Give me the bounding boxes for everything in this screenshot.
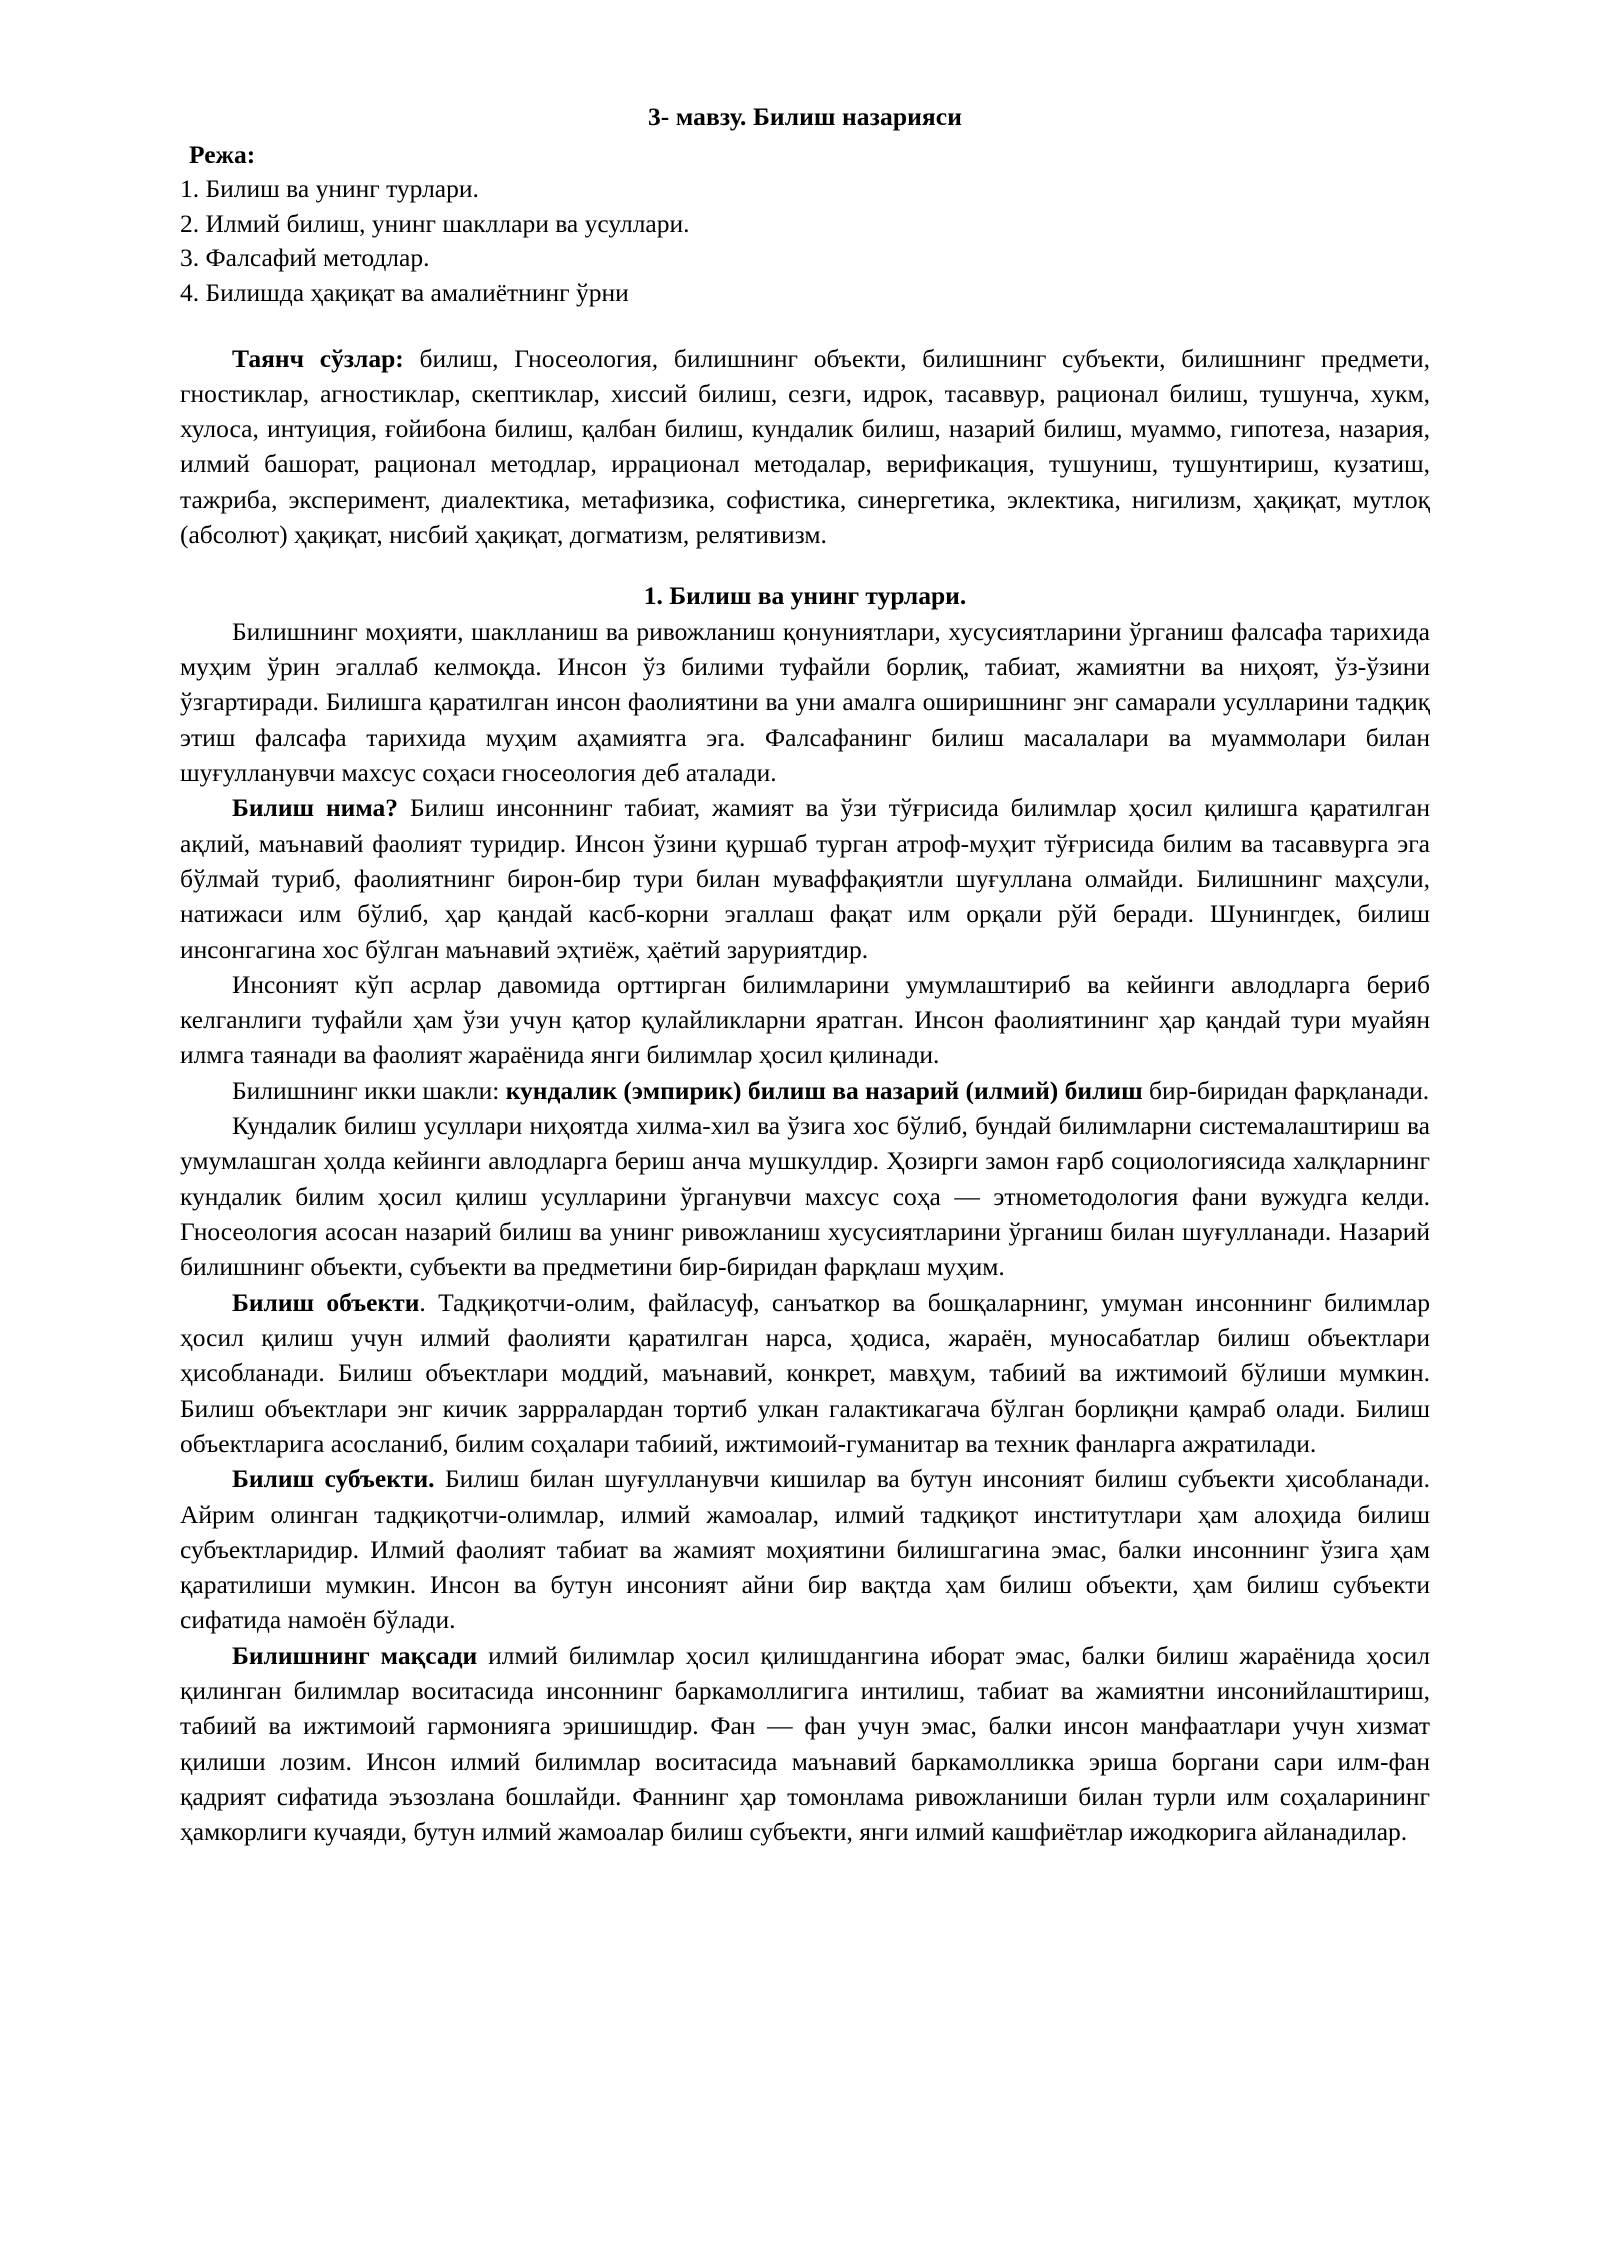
- keywords-label: Таянч сўзлар:: [232, 343, 404, 373]
- paragraph-subject: [180, 1461, 1430, 1638]
- paragraph-lead: Билиш объекти: [232, 1287, 420, 1317]
- paragraph-text-after: бир-биридан фарқланади.: [1142, 1075, 1430, 1105]
- keywords-text: билиш, Гносеология, билишнинг объекти, билишнинг субъекти, билишнинг предмети, гностиклар, агностиклар, скептиклар, хиссий билиш, сезги, идрок, тасаввур, рационал билиш, тушунча, хукм, хулоса, интуиция, ғойибона билиш, қалбан билиш, кундалик билиш, назарий билиш, муаммо, гипотеза, назария, илмий башорат, рационал методлар, иррационал методалар, верификация, тушуниш, тушунтириш, кузатиш, тажриба, эксперимент, диалектика, метафизика, софистика, синергетика, эклектика, нигилизм, ҳақиқат, мутлоқ (абсолют) ҳақиқат, нисбий ҳақиқат, догматизм, релятивизм.: [180, 343, 1430, 550]
- paragraph-object: [180, 1285, 1430, 1462]
- paragraph-two-forms: [180, 1073, 1430, 1108]
- paragraph-lead: Билиш нима?: [232, 793, 399, 823]
- paragraph-essence: [180, 614, 1430, 791]
- plan-item: 3. Фалсафий методлар.: [180, 243, 430, 273]
- paragraph-bold-terms: кундалик (эмпирик) билиш ва назарий (илмий) билиш: [505, 1075, 1143, 1105]
- plan-item: 2. Илмий билиш, унинг шакллари ва усуллари.: [180, 208, 690, 238]
- keywords-paragraph: [180, 341, 1430, 553]
- paragraph-lead: Билиш субъекти.: [232, 1464, 435, 1494]
- paragraph-text: Инсоният кўп асрлар давомида орттирган билимларини умумлаштириб ва кейинги авлодларга бериб келганлиги туфайли ҳам ўзи учун қатор қулайликларни яратган. Инсон фаолиятининг ҳар қандай тури муайян илмга таянади ва фаолият жараёнида янги билимлар ҳосил қилинади.: [180, 969, 1430, 1070]
- paragraph-lead: Билишнинг мақсади: [232, 1640, 478, 1670]
- paragraph-text: . Тадқиқотчи-олим, файласуф, санъаткор ва бошқаларнинг, умуман инсоннинг билимлар ҳосил қилиш учун илмий фаолияти қаратилган нарса, ҳодиса, жараён, муносабатлар билиш объектлари ҳисобланади. Билиш объектлари моддий, маънавий, конкрет, мавҳум, табиий ва ижтимоий бўлиши мумкин. Билиш объектлари энг кичик заррралардан тортиб улкан галактикагача бўлган борлиқни қамраб олади. Билиш объектларига асосланиб, билим соҳалари табиий, ижтимоий-гуманитар ва техник фанларга ажратилади.: [180, 1287, 1431, 1458]
- plan-list: [180, 172, 1430, 310]
- spacer: [180, 311, 1430, 341]
- plan-item: 4. Билишда ҳақиқат ва амалиётнинг ўрни: [180, 277, 629, 307]
- paragraph-everyday-knowledge: [180, 1108, 1430, 1285]
- plan-item: 1. Билиш ва унинг турлари.: [180, 174, 479, 204]
- paragraph-text: Кундалик билиш усуллари ниҳоятда хилма-хил ва ўзига хос бўлиб, бундай билимларни системалаштириш ва умумлашган ҳолда кейинги авлодларга бериш анча мушкулдир. Ҳозирги замон ғарб социологиясида халқларнинг кундалик билим ҳосил қилиш усулларини ўрганувчи махсус соҳа — этнометодология фани вужудга келди. Гносеология асосан назарий билиш ва унинг ривожланиш хусусиятларини ўрганиш билан шуғулланади. Назарий билишнинг объекти, субъекти ва предметини бир-биридан фарқлаш муҳим.: [180, 1111, 1430, 1282]
- spacer: [180, 552, 1430, 578]
- paragraph-text: илмий билимлар ҳосил қилишдангина иборат эмас, балки билиш жараёнида ҳосил қилинган билимлар воситасида инсоннинг баркамоллигига интилиш, табиат ва жамиятни инсонийлаштириш, табиий ва ижтимоий гармонияга эришишдир. Фан — фан учун эмас, балки инсон манфаатлари учун хизмат қилиши лозим. Инсон илмий билимлар воситасида маънавий баркамолликка эриша боргани сари илм-фан қадрият сифатида эъзозлана бошлайди. Фаннинг ҳар томонлама ривожланиши билан турли илм соҳаларининг ҳамкорлиги кучаяди, бутун илмий жамоалар билиш субъекти, янги илмий кашфиётлар ижодкорига айланадилар.: [180, 1640, 1430, 1847]
- paragraph-what-is-knowing: [180, 790, 1430, 967]
- page-title: 3- мавзу. Билиш назарияси: [647, 102, 963, 131]
- paragraph-text: Билишнинг моҳияти, шаклланиш ва ривожланиш қонуниятлари, хусусиятларини ўрганиш фалсафа тарихида муҳим ўрин эгаллаб келмоқда. Инсон ўз билими туфайли борлиқ, табиат, жамиятни ва ниҳоят, ўз-ўзини ўзгартиради. Билишга қаратилган инсон фаолиятини ва уни амалга оширишнинг энг самарали усулларини тадқиқ этиш фалсафа тарихида муҳим аҳамиятга эга. Фалсафанинг билиш масалалари ва муаммолари билан шуғулланувчи махсус соҳаси гносеология деб аталади.: [180, 616, 1430, 787]
- section-heading: 1. Билиш ва унинг турлари.: [643, 581, 967, 611]
- paragraph-purpose: [180, 1638, 1430, 1850]
- plan-label: Режа:: [189, 139, 256, 169]
- paragraph-humanity: [180, 967, 1430, 1073]
- paragraph-text: Билишнинг икки шакли:: [232, 1075, 506, 1105]
- paragraph-text: Билиш билан шуғулланувчи кишилар ва бутун инсоният билиш субъекти ҳисобланади. Айрим олинган тадқиқотчи-олимлар, илмий жамоалар, илмий тадқиқот институтлари ҳам алоҳида билиш субъектларидир. Илмий фаолият табиат ва жамият моҳиятини билишгагина эмас, балки инсоннинг ўзига ҳам қаратилиши мумкин. Инсон ва бутун инсоният айни бир вақтда ҳам билиш объекти, ҳам билиш субъекти сифатида намоён бўлади.: [180, 1464, 1430, 1635]
- paragraph-text: Билиш инсоннинг табиат, жамият ва ўзи тўғрисида билимлар ҳосил қилишга қаратилган ақлий, маънавий фаолият туридир. Инсон ўзини қуршаб турган атроф-муҳит тўғрисида билим ва тасаввурга эга бўлмай туриб, фаолиятнинг бирон-бир тури билан муваффақиятли шуғуллана олмайди. Билишнинг маҳсули, натижаси илм бўлиб, ҳар қандай касб-корни эгаллаш фақат илм орқали рўй беради. Шунингдек, билиш инсонгагина хос бўлган маънавий эҳтиёж, ҳаётий заруриятдир.: [180, 793, 1430, 964]
